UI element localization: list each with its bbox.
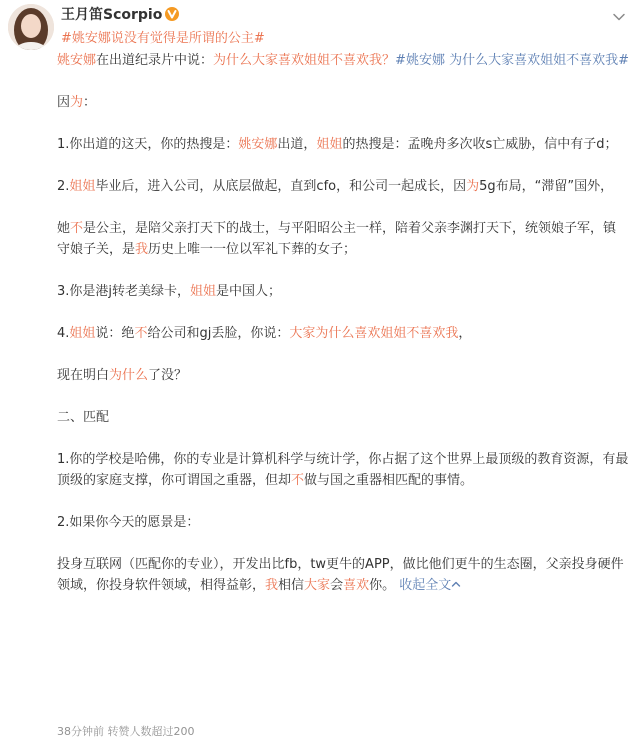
- section-heading: 二、匹配: [57, 410, 110, 425]
- author-name[interactable]: 王月笛Scorpio: [61, 7, 163, 23]
- paragraph-1: 1.你出道的这天，你的热搜是：姚安娜出道，姐姐的热搜是：孟晚舟多次收s亡威胁，信中有子d；: [57, 137, 618, 152]
- mention-name[interactable]: 姚安娜: [57, 53, 97, 68]
- paragraph-8: 2.如果你今天的愿景是：: [57, 515, 200, 530]
- avatar[interactable]: [8, 4, 54, 50]
- intro-quote: 为什么大家喜欢姐姐不喜欢我？: [213, 53, 396, 68]
- post-intro: 姚安娜在出道纪录片中说：为什么大家喜欢姐姐不喜欢我？#姚安娜 为什么大家喜欢姐姐不喜欢我#: [57, 53, 629, 68]
- topic-hashtag-link[interactable]: #姚安娜 为什么大家喜欢姐姐不喜欢我#: [395, 53, 629, 68]
- paragraph-2: 2.姐姐毕业后，进入公司，从底层做起，直到cfo，和公司一起成长，因为5g布局，“滞留”国外，: [57, 179, 614, 194]
- post-meta: 38分钟前 转赞人数超过200: [57, 725, 195, 738]
- author-name-row: [61, 5, 179, 25]
- because-line: 因为：: [57, 95, 97, 110]
- paragraph-7: 1.你的学校是哈佛，你的专业是计算机科学与统计学，你占据了这个世界上最顶级的教育资源，有最顶级的家庭支撑，你可谓国之重器，但却不做与国之重器相匹配的事情。: [57, 452, 629, 488]
- avatar-image: [8, 4, 54, 50]
- paragraph-4: 3.你是港j转老美绿卡，姐姐是中国人；: [57, 284, 282, 299]
- paragraph-6: 现在明白为什么了没？: [57, 368, 188, 383]
- paragraph-9: 投身互联网（匹配你的专业），开发出比fb，tw更牛的APP，做比他们更牛的生态圈，父亲投身硬件领域，你投身软件领域，相得益彰，我相信大家会喜欢你。 收起全文: [57, 557, 624, 593]
- chevron-down-icon[interactable]: [612, 10, 626, 24]
- paragraph-3: 她不是公主，是陪父亲打天下的战士，与平阳昭公主一样，陪着父亲李渊打天下，统领娘子军，镇守娘子关，是我历史上唯一一位以军礼下葬的女子；: [57, 221, 617, 257]
- verified-v-icon: [165, 7, 179, 21]
- paragraph-5: 4.姐姐说：绝不给公司和gj丢脸，你说：大家为什么喜欢姐姐不喜欢我，: [57, 326, 472, 341]
- collapse-button[interactable]: 收起全文: [399, 578, 461, 593]
- post-content: [57, 50, 629, 596]
- topic-hashtag[interactable]: #姚安娜说没有觉得是所谓的公主#: [61, 31, 265, 46]
- chevron-up-icon: [451, 580, 461, 588]
